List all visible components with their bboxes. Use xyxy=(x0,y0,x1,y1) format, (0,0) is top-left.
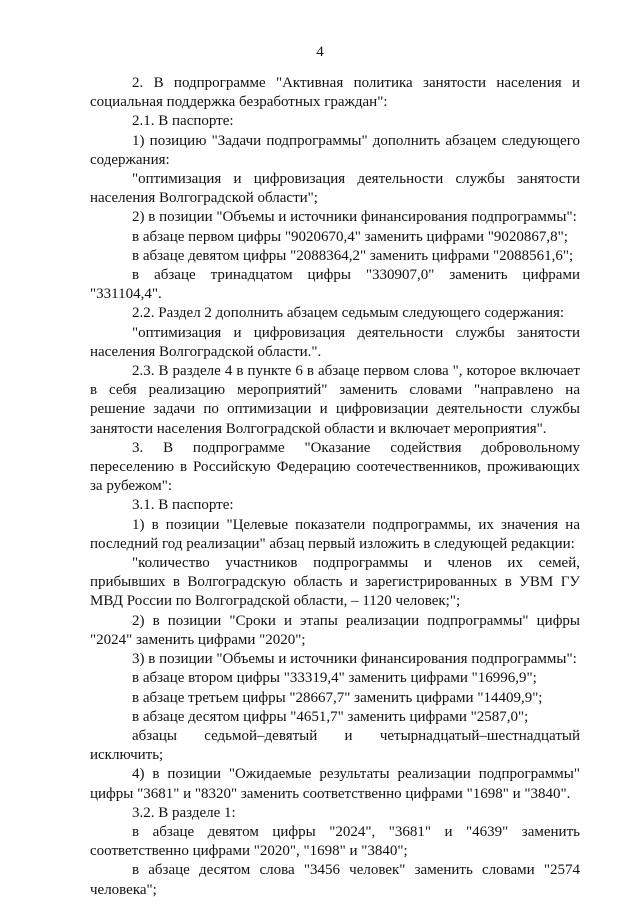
paragraph: в абзаце десятом слова "3456 человек" заменить словами "2574 человека"; xyxy=(90,862,580,898)
paragraph: в абзаце девятом цифры "2024", "3681" и "4639" заменить соответственно цифрами "2020", "1698" и "3840"; xyxy=(90,823,580,860)
paragraph: в абзаце третьем цифры "28667,7" заменить цифрами "14409,9"; xyxy=(132,689,543,706)
page-number: 4 xyxy=(316,44,324,60)
paragraph: 2.3. В разделе 4 в пункте 6 в абзаце первом слова ", которое включает в себя реализацию мероприятий" заменить словами "направлено на решение задачи по оптимизации и цифровизации деятельности службы занятости населения Волгоградской области и включает мероприятия". xyxy=(90,363,580,437)
paragraph: 2.2. Раздел 2 дополнить абзацем седьмым следующего содержания: xyxy=(132,305,565,322)
paragraph: "оптимизация и цифровизация деятельности службы занятости населения Волгоградской области"; xyxy=(90,171,580,207)
paragraph: 2) в позиции "Сроки и этапы реализации подпрограммы" цифры "2024" заменить цифрами "2020"; xyxy=(90,612,580,648)
paragraph: 1) в позиции "Целевые показатели подпрограммы, их значения на последний год реализации" абзац первый изложить в следующей редакции: xyxy=(90,516,580,552)
paragraph: 3) в позиции "Объемы и источники финансирования подпрограммы": xyxy=(132,651,577,668)
paragraph: "количество участников подпрограммы и членов их семей, прибывших в Волгоградскую область и зарегистрированных в УВМ ГУ МВД России по Волгоградской области, – 1120 человек;"; xyxy=(90,555,580,610)
paragraph: 2. В подпрограмме "Активная политика занятости населения и социальная поддержка безработных граждан": xyxy=(90,75,580,111)
document-body xyxy=(90,74,580,900)
paragraph: в абзаце втором цифры "33319,4" заменить цифрами "16996,9"; xyxy=(132,670,537,687)
paragraph: 3.2. В разделе 1: xyxy=(132,804,236,821)
paragraph: 1) позицию "Задачи подпрограммы" дополнить абзацем следующего содержания: xyxy=(90,132,580,168)
paragraph: "оптимизация и цифровизация деятельности службы занятости населения Волгоградской области.". xyxy=(90,324,580,360)
paragraph: 4) в позиции "Ожидаемые результаты реализации подпрограммы" цифры "3681" и "8320" заменить соответственно цифрами "1698" и "3840". xyxy=(90,766,580,802)
paragraph: 2.1. В паспорте: xyxy=(132,113,234,130)
paragraph: в абзаце тринадцатом цифры "330907,0" заменить цифрами "331104,4". xyxy=(90,267,580,303)
paragraph: абзацы седьмой–девятый и четырнадцатый–шестнадцатый исключить; xyxy=(90,727,580,764)
paragraph: в абзаце первом цифры "9020670,4" заменить цифрами "9020867,8"; xyxy=(132,228,568,245)
paragraph: в абзаце десятом цифры "4651,7" заменить цифрами "2587,0"; xyxy=(132,708,529,725)
paragraph: 3.1. В паспорте: xyxy=(132,497,234,514)
paragraph: 3. В подпрограмме "Оказание содействия добровольному переселению в Российскую Федерацию соотечественников, проживающих за рубежом": xyxy=(90,439,580,495)
paragraph: в абзаце девятом цифры "2088364,2" заменить цифрами "2088561,6"; xyxy=(132,247,574,264)
paragraph: 2) в позиции "Объемы и источники финансирования подпрограммы": xyxy=(132,209,577,226)
